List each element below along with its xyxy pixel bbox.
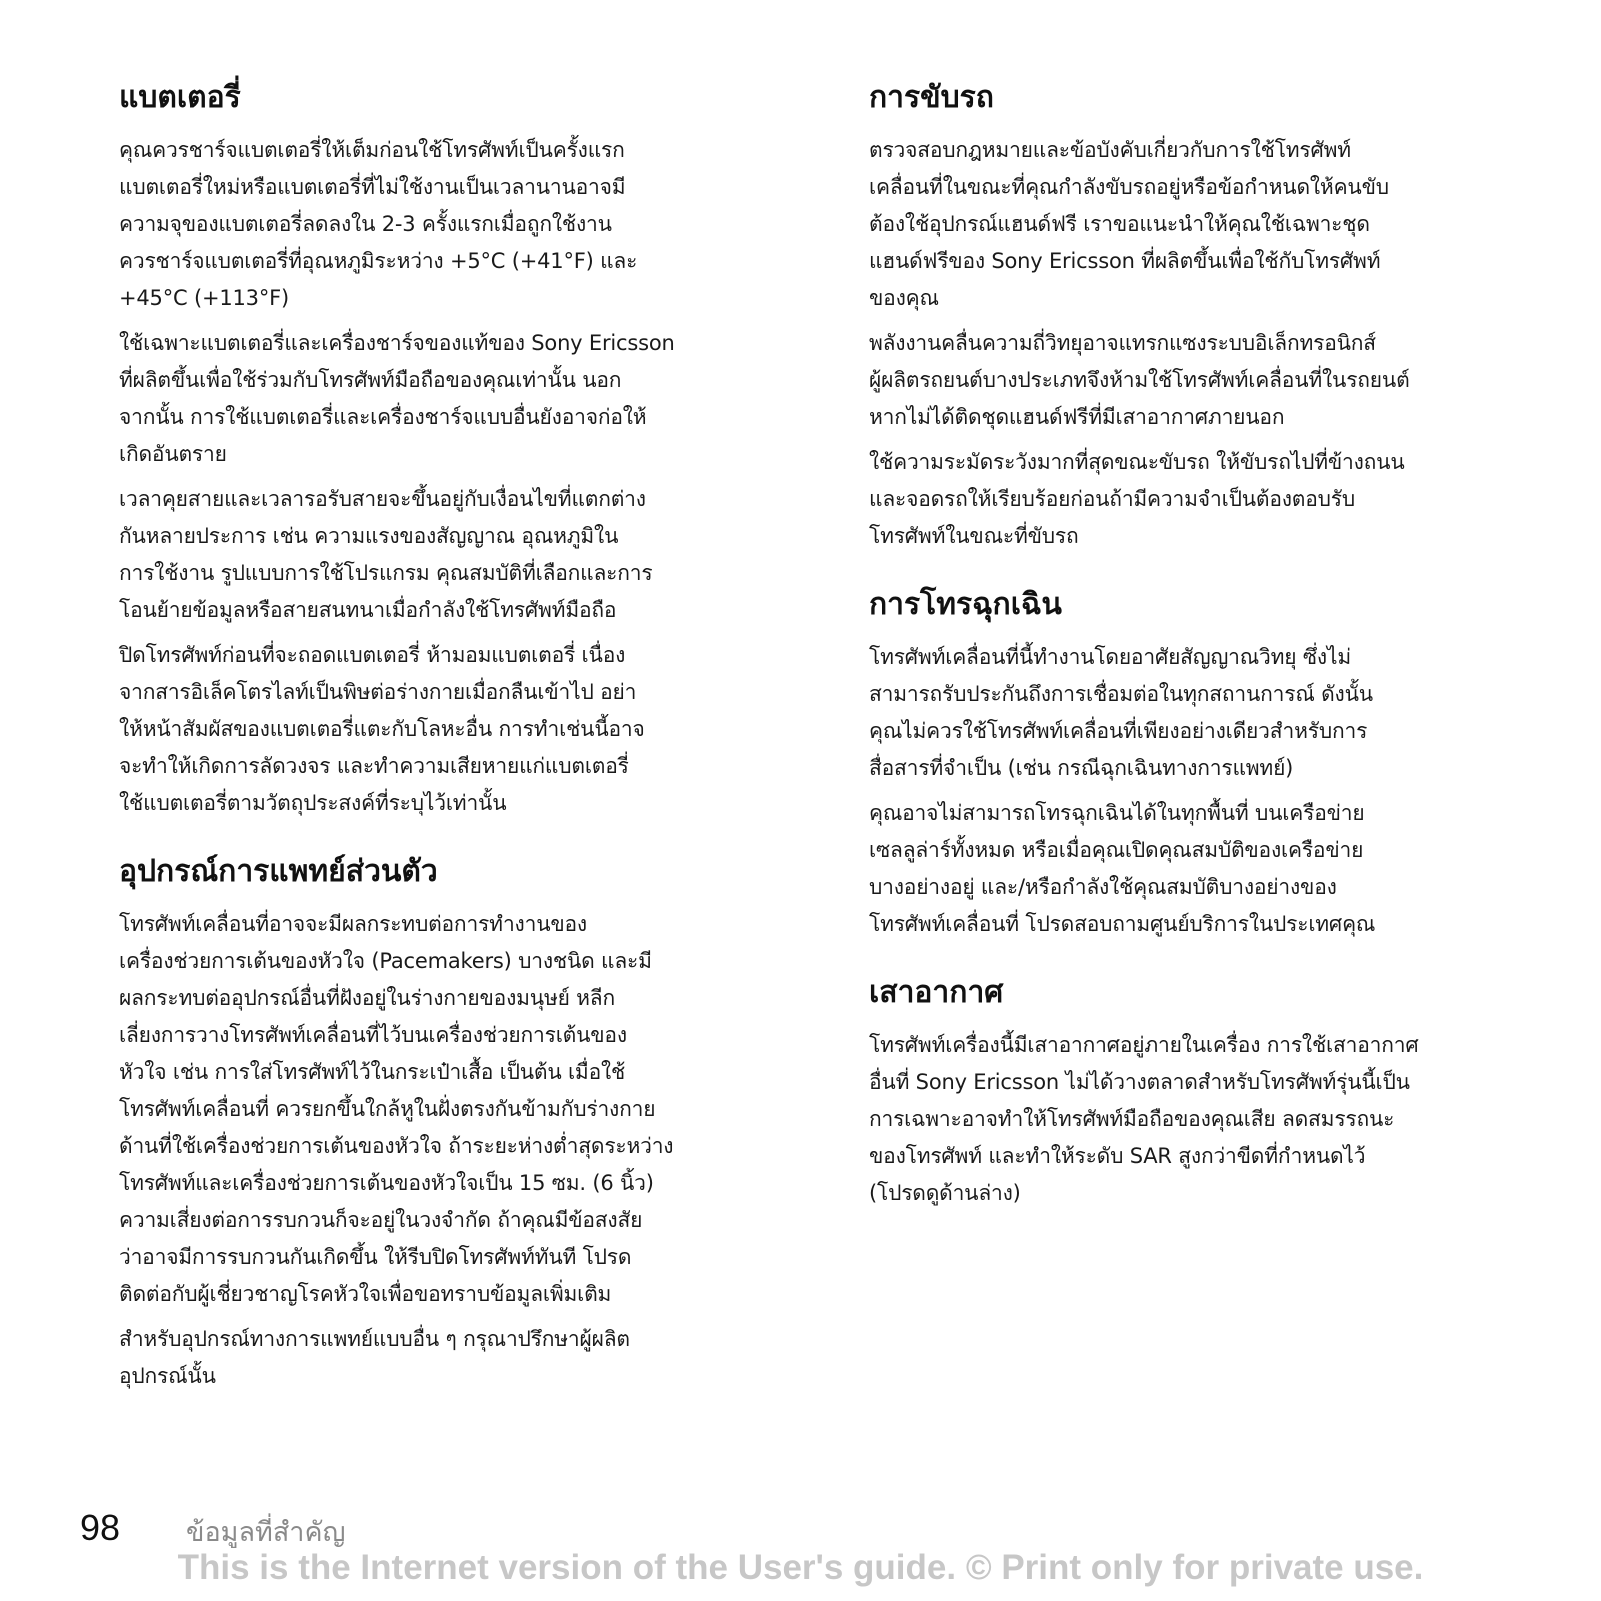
emergency-section (869, 585, 1509, 943)
right-column (869, 78, 1509, 1242)
driving-paragraph-3: ใช้ความระมัดระวังมากที่สุดขณะขับรถ ให้ขับรถไปที่ข้างถนน และจอดรถให้เรียบร้อยก่อนถ้ามีความจำเป็นต้องตอบรับ โทรศัพท์ในขณะที่ขับรถ (869, 450, 1405, 548)
battery-paragraph-4: ปิดโทรศัพท์ก่อนที่จะถอดแบตเตอรี่ ห้ามอมแบตเตอรี่ เนื่อง จากสารอิเล็คโตรไลท์เป็นพิษต่อร่างกายเมื่อกลืนเข้าไป อย่า ให้หน้าสัมผัสของแบตเตอรี่แตะกับโลหะอื่น การทำเช่นนี้อาจ จะทำให้เกิดการลัดวงจร และทำความเสียหายแก่แบตเตอรี่ ใช้แบตเตอรี่ตามวัตถุประสงค์ที่ระบุไว้เท่านั้น (119, 643, 645, 815)
watermark-notice: This is the Internet version of the User's guide. © Print only for private use. (177, 1548, 1424, 1587)
antenna-section (869, 973, 1509, 1212)
footer-section-label: ข้อมูลที่สำคัญ (186, 1517, 346, 1548)
battery-section (119, 78, 759, 822)
antenna-paragraph-1: โทรศัพท์เครื่องนี้มีเสาอากาศอยู่ภายในเครื่อง การใช้เสาอากาศ อื่นที่ Sony Ericsson ไม่ได้วางตลาดสำหรับโทรศัพท์รุ่นนี้เป็น การเฉพาะอาจทำให้โทรศัพท์มือถือของคุณเสีย ลดสมรรถนะ ของโทรศัพท์ และทำให้ระดับ SAR สูงกว่าขีดที่กำหนดไว้ (โปรดดูด้านล่าง) (869, 1033, 1419, 1205)
medical-paragraph-2: สำหรับอุปกรณ์ทางการแพทย์แบบอื่น ๆ กรุณาปรึกษาผู้ผลิต อุปกรณ์นั้น (119, 1327, 630, 1388)
driving-paragraph-2: พลังงานคลื่นความถี่วิทยุอาจแทรกแซงระบบอิเล็กทรอนิกส์ ผู้ผลิตรถยนต์บางประเภทจึงห้ามใช้โทรศัพท์เคลื่อนที่ในรถยนต์ หากไม่ได้ติดชุดแฮนด์ฟรีที่มีเสาอากาศภายนอก (869, 331, 1410, 429)
emergency-heading: การโทรฉุกเฉิน (869, 587, 1062, 622)
medical-heading: อุปกรณ์การแพทย์ส่วนตัว (119, 854, 438, 889)
page-number: 98 (80, 1507, 121, 1548)
medical-section (119, 852, 759, 1395)
left-column (119, 78, 759, 1425)
antenna-heading: เสาอากาศ (869, 975, 1004, 1010)
battery-paragraph-1: คุณควรชาร์จแบตเตอรี่ให้เต็มก่อนใช้โทรศัพท์เป็นครั้งแรก แบตเตอรี่ใหม่หรือแบตเตอรี่ที่ไม่ใช้งานเป็นเวลานานอาจมี ความจุของแบตเตอรี่ลดลงใน 2-3 ครั้งแรกเมื่อถูกใช้งาน ควรชาร์จแบตเตอรี่ที่อุณหภูมิระหว่าง +5°C (+41°F) และ +45°C (+113°F) (119, 138, 638, 310)
battery-paragraph-2: ใช้เฉพาะแบตเตอรี่และเครื่องชาร์จของแท้ของ Sony Ericsson ที่ผลิตขึ้นเพื่อใช้ร่วมกับโทรศัพท์มือถือของคุณเท่านั้น นอก จากนั้น การใช้แบตเตอรี่และเครื่องชาร์จแบบอื่นยังอาจก่อให้ เกิดอันตราย (119, 331, 675, 466)
driving-section (869, 78, 1509, 555)
battery-heading: แบตเตอรี่ (119, 80, 241, 115)
driving-paragraph-1: ตรวจสอบกฎหมายและข้อบังคับเกี่ยวกับการใช้โทรศัพท์ เคลื่อนที่ในขณะที่คุณกำลังขับรถอยู่หรือข้อกำหนดให้คนขับ ต้องใช้อุปกรณ์แฮนด์ฟรี เราขอแนะนำให้คุณใช้เฉพาะชุด แฮนด์ฟรีของ Sony Ericsson ที่ผลิตขึ้นเพื่อใช้กับโทรศัพท์ ของคุณ (869, 138, 1389, 310)
emergency-paragraph-2: คุณอาจไม่สามารถโทรฉุกเฉินได้ในทุกพื้นที่ บนเครือข่าย เซลลูล่าร์ทั้งหมด หรือเมื่อคุณเปิดคุณสมบัติของเครือข่าย บางอย่างอยู่ และ/หรือกำลังใช้คุณสมบัติบางอย่างของ โทรศัพท์เคลื่อนที่ โปรดสอบถามศูนย์บริการในประเทศคุณ (869, 801, 1376, 936)
medical-paragraph-1: โทรศัพท์เคลื่อนที่อาจจะมีผลกระทบต่อการทำงานของ เครื่องช่วยการเต้นของหัวใจ (Pacemakers) บางชนิด และมี ผลกระทบต่ออุปกรณ์อื่นที่ฝังอยู่ในร่างกายของมนุษย์ หลีก เลี่ยงการวางโทรศัพท์เคลื่อนที่ไว้บนเครื่องช่วยการเต้นของ หัวใจ เช่น การใส่โทรศัพท์ไว้ในกระเป๋าเสื้อ เป็นต้น เมื่อใช้ โทรศัพท์เคลื่อนที่ ควรยกขึ้นใกล้หูในฝั่งตรงกันข้ามกับร่างกาย ด้านที่ใช้เครื่องช่วยการเต้นของหัวใจ ถ้าระยะห่างต่ำสุดระหว่าง โทรศัพท์และเครื่องช่วยการเต้นของหัวใจเป็น 15 ซม. (6 นิ้ว) ความเสี่ยงต่อการรบกวนก็จะอยู่ในวงจำกัด ถ้าคุณมีข้อสงสัย ว่าอาจมีการรบกวนกันเกิดขึ้น ให้รีบปิดโทรศัพท์ทันที โปรด ติดต่อกับผู้เชี่ยวชาญโรคหัวใจเพื่อขอทราบข้อมูลเพิ่มเติม (119, 912, 674, 1306)
emergency-paragraph-1: โทรศัพท์เคลื่อนที่นี้ทำงานโดยอาศัยสัญญาณวิทยุ ซึ่งไม่ สามารถรับประกันถึงการเชื่อมต่อในทุกสถานการณ์ ดังนั้น คุณไม่ควรใช้โทรศัพท์เคลื่อนที่เพียงอย่างเดียวสำหรับการ สื่อสารที่จำเป็น (เช่น กรณีฉุกเฉินทางการแพทย์) (869, 645, 1373, 780)
battery-paragraph-3: เวลาคุยสายและเวลารอรับสายจะขึ้นอยู่กับเงื่อนไขที่แตกต่าง กันหลายประการ เช่น ความแรงของสัญญาณ อุณหภูมิใน การใช้งาน รูปแบบการใช้โปรแกรม คุณสมบัติที่เลือกและการ โอนย้ายข้อมูลหรือสายสนทนาเมื่อกำลังใช้โทรศัพท์มือถือ (119, 487, 653, 622)
driving-heading: การขับรถ (869, 80, 994, 115)
